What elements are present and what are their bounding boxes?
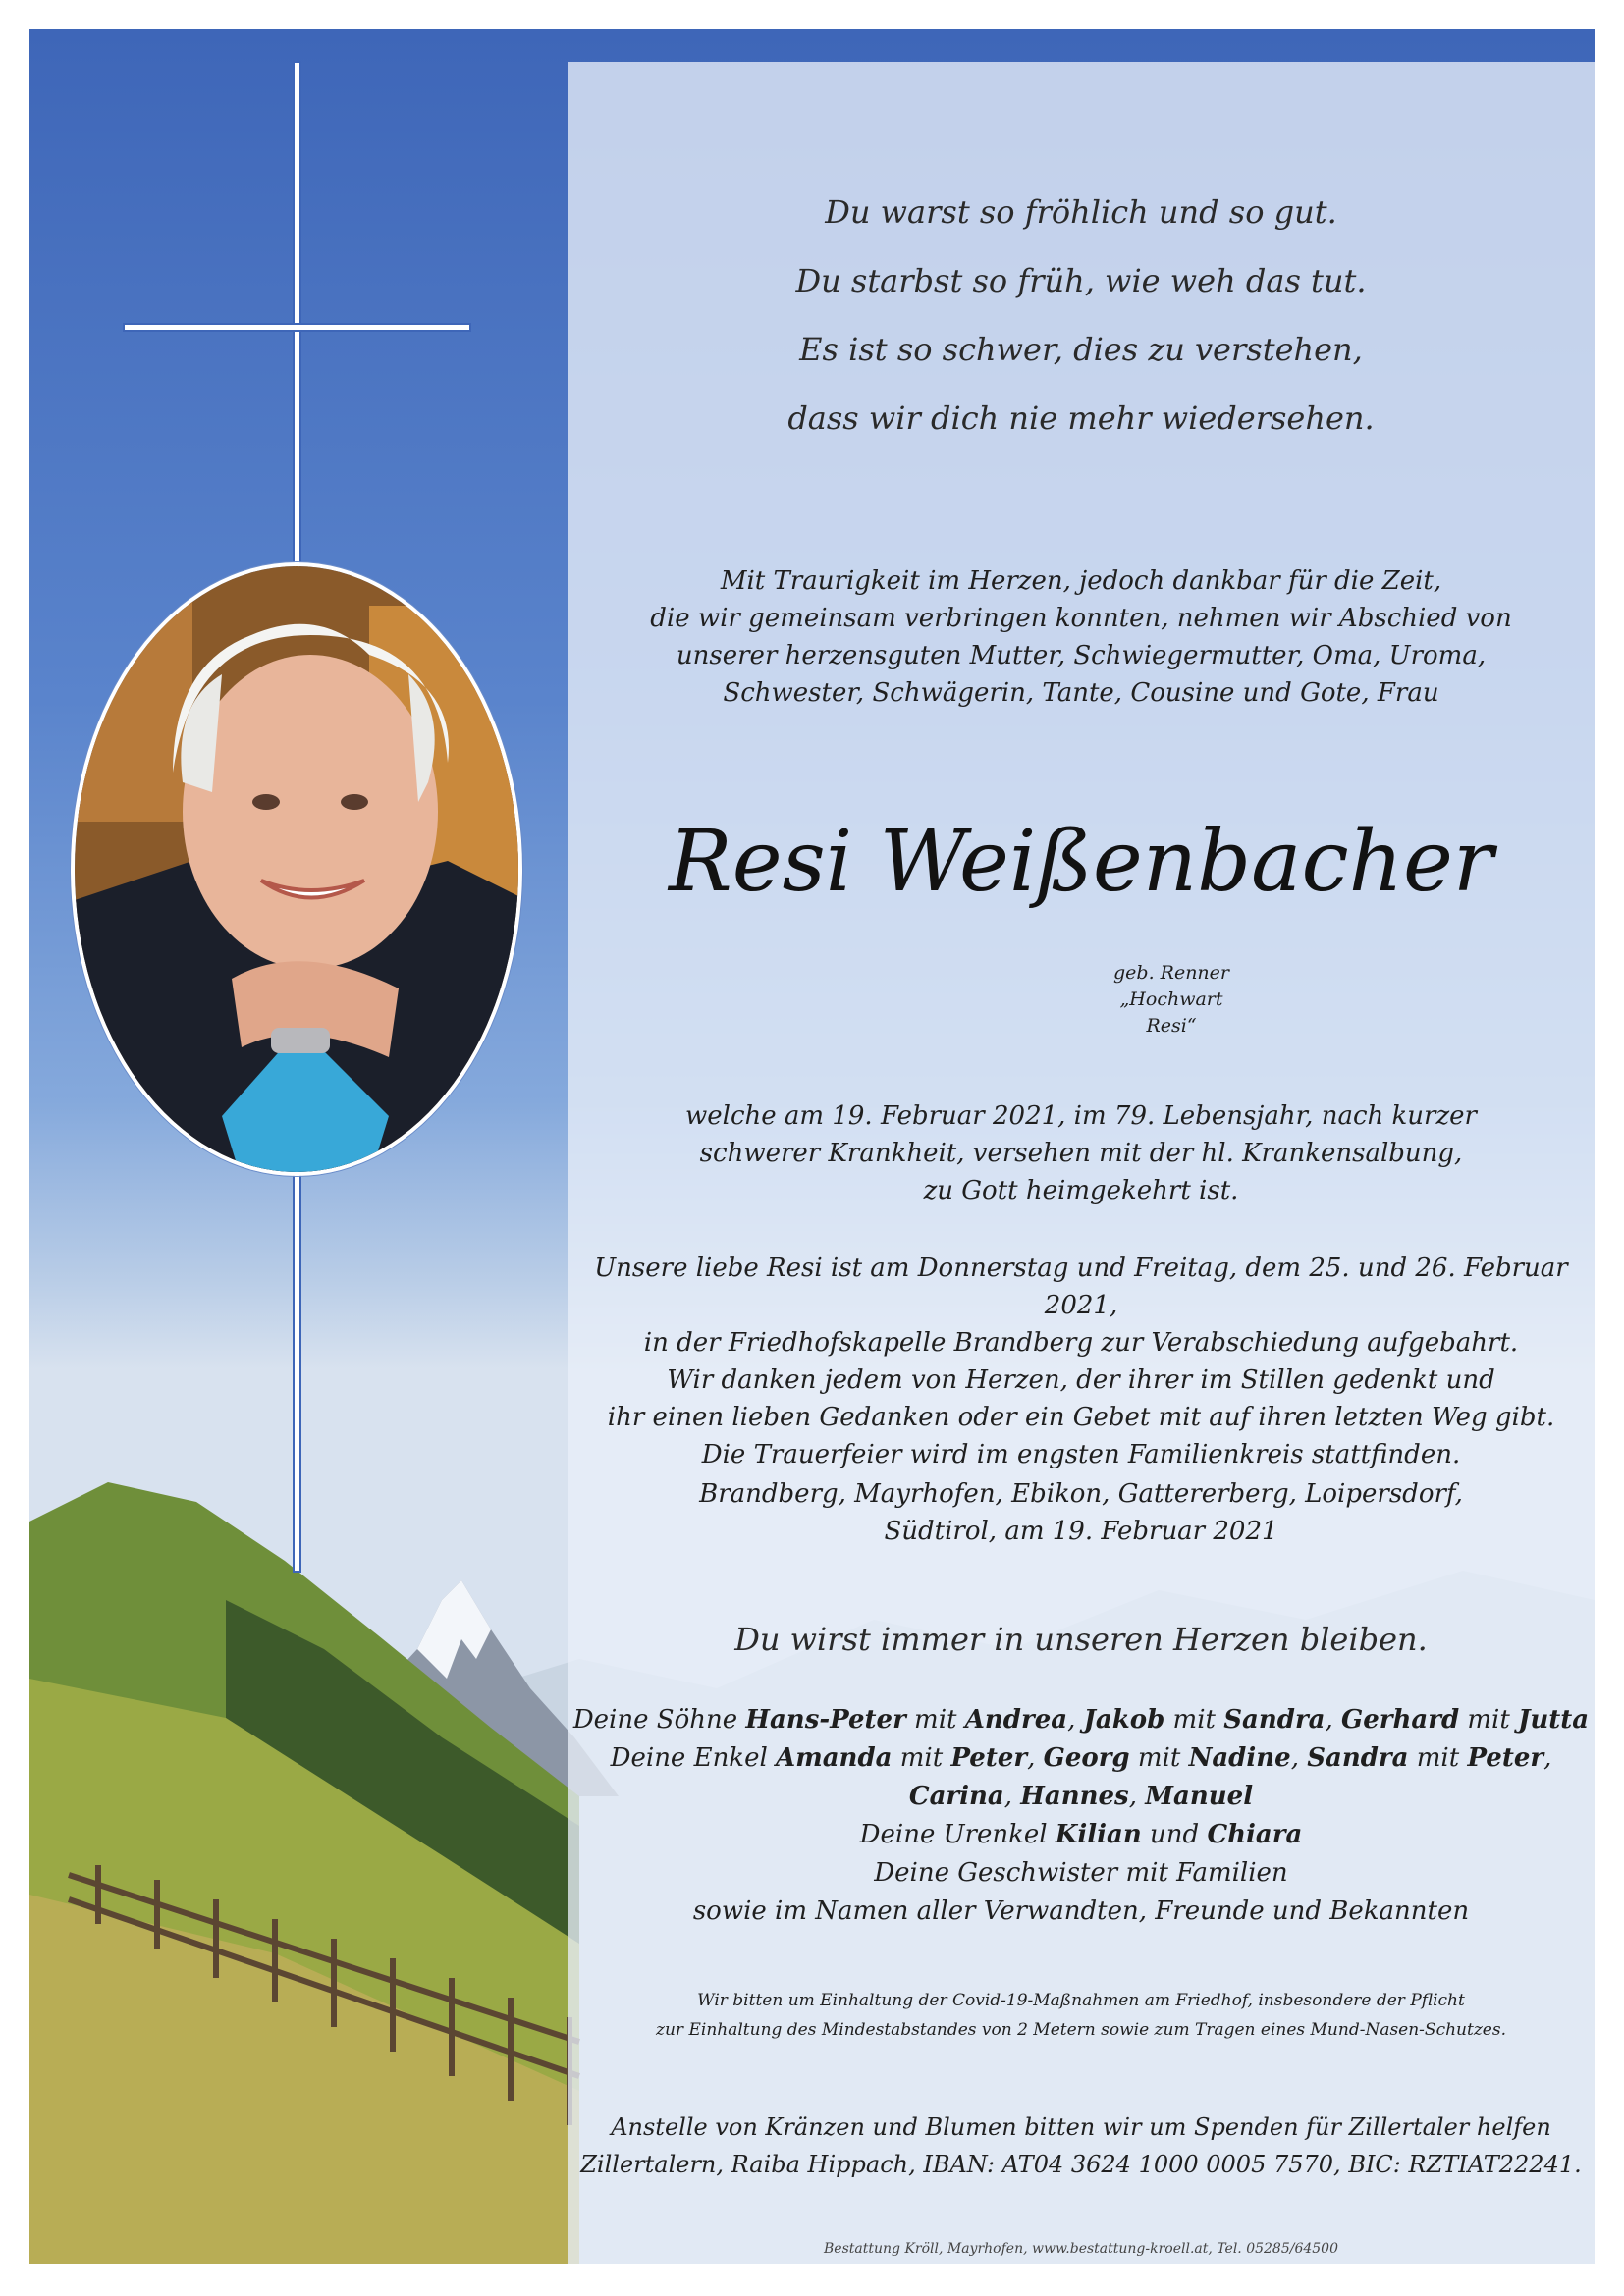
poem-line: dass wir dich nie mehr wiedersehen. — [787, 400, 1375, 437]
family-name: Hans-Peter — [745, 1705, 906, 1735]
maiden-name-block — [1098, 960, 1245, 1040]
poem-line: Du starbst so früh, wie weh das tut. — [795, 262, 1367, 299]
intro-line: Mit Traurigkeit im Herzen, jedoch dankbar für die Zeit, — [720, 566, 1442, 596]
joiner: , — [1027, 1743, 1044, 1773]
sons-prefix: Deine Söhne — [572, 1705, 746, 1735]
great-prefix: Deine Urenkel — [859, 1820, 1056, 1849]
death-line: schwerer Krankheit, versehen mit der hl. Krankensalbung, — [699, 1139, 1463, 1168]
joiner: mit — [1164, 1705, 1224, 1735]
family-name: Sandra — [1307, 1743, 1409, 1773]
joiner: mit — [1459, 1705, 1519, 1735]
covid-notice — [568, 1986, 1595, 2045]
intro-line: Schwester, Schwägerin, Tante, Cousine und Gote, Frau — [723, 678, 1439, 708]
funeral-home-footer: Bestattung Kröll, Mayrhofen, www.bestattung-kroell.at, Tel. 05285/64500 — [824, 2241, 1338, 2257]
donation-line: Anstelle von Kränzen und Blumen bitten wir um Spenden für Zillertaler helfen — [611, 2113, 1551, 2141]
joiner: , — [1128, 1782, 1146, 1811]
family-name: Gerhard — [1341, 1705, 1460, 1735]
grand-prefix: Deine Enkel — [610, 1743, 777, 1773]
joiner: , — [1290, 1743, 1308, 1773]
donation-notice — [568, 2109, 1595, 2183]
family-list — [568, 1701, 1595, 1931]
family-name: Chiara — [1207, 1820, 1303, 1849]
family-great-grandchildren — [568, 1816, 1595, 1854]
family-grandchildren-2 — [568, 1778, 1595, 1816]
wake-line: in der Friedhofskapelle Brandberg zur Verabschiedung aufgebahrt. — [643, 1328, 1519, 1358]
text-panel — [568, 62, 1595, 2264]
family-relatives: sowie im Namen aller Verwandten, Freunde und Bekannten — [692, 1896, 1470, 1926]
family-name: Georg — [1043, 1743, 1130, 1773]
family-name: Andrea — [964, 1705, 1068, 1735]
wake-line: Wir danken jedem von Herzen, der ihrer im Stillen gedenkt und — [667, 1365, 1495, 1395]
family-name: Jakob — [1083, 1705, 1165, 1735]
family-name: Peter — [950, 1743, 1028, 1773]
family-sons — [568, 1701, 1595, 1739]
family-name: Amanda — [776, 1743, 893, 1773]
wake-line: Unsere liebe Resi ist am Donnerstag und Freitag, dem 25. und 26. Februar 2021, — [594, 1254, 1568, 1320]
covid-line: zur Einhaltung des Mindestabstandes von 2 Metern sowie zum Tragen eines Mund-Nasen-Schutzes. — [656, 2020, 1506, 2040]
joiner: , — [1325, 1705, 1342, 1735]
death-line: welche am 19. Februar 2021, im 79. Lebensjahr, nach kurzer — [685, 1101, 1477, 1131]
family-name: Hannes — [1020, 1782, 1129, 1811]
place-line: Brandberg, Mayrhofen, Ebikon, Gattererberg, Loipersdorf, — [699, 1479, 1463, 1509]
wake-notice — [568, 1250, 1595, 1473]
place-line: Südtirol, am 19. Februar 2021 — [884, 1517, 1278, 1546]
family-name: Peter — [1467, 1743, 1544, 1773]
place-date — [568, 1475, 1595, 1550]
death-notice — [568, 1097, 1595, 1209]
cross-icon-bar — [123, 323, 471, 332]
motto: Du wirst immer in unseren Herzen bleiben. — [734, 1621, 1428, 1658]
joiner: , — [1067, 1705, 1084, 1735]
donation-line: Zillertalern, Raiba Hippach, IBAN: AT04 3624 1000 0005 7570, BIC: RZTIAT22241. — [580, 2151, 1582, 2178]
family-name: Jutta — [1518, 1705, 1590, 1735]
poem — [568, 178, 1595, 453]
family-name: Manuel — [1145, 1782, 1254, 1811]
family-grandchildren — [568, 1739, 1595, 1778]
family-name: Sandra — [1223, 1705, 1326, 1735]
portrait-photo — [71, 562, 522, 1176]
death-line: zu Gott heimgekehrt ist. — [923, 1176, 1239, 1205]
portrait-illustration — [75, 566, 522, 1176]
nickname: „Hochwart Resi“ — [1119, 988, 1223, 1037]
family-name: Nadine — [1188, 1743, 1291, 1773]
joiner: , — [1543, 1743, 1552, 1773]
family-siblings: Deine Geschwister mit Familien — [874, 1858, 1288, 1888]
wake-line: ihr einen lieben Gedanken oder ein Gebet mit auf ihren letzten Weg gibt. — [607, 1403, 1555, 1432]
deceased-name: Resi Weißenbacher — [668, 813, 1493, 911]
joiner: mit — [1408, 1743, 1468, 1773]
intro-line: die wir gemeinsam verbringen konnten, nehmen wir Abschied von — [650, 604, 1512, 633]
maiden-name: geb. Renner — [1113, 962, 1229, 984]
joiner: , — [1003, 1782, 1021, 1811]
family-name: Kilian — [1055, 1820, 1142, 1849]
wake-line: Die Trauerfeier wird im engsten Familienkreis stattfinden. — [701, 1440, 1461, 1469]
poem-line: Du warst so fröhlich und so gut. — [825, 193, 1337, 231]
joiner: mit — [1129, 1743, 1189, 1773]
poem-line: Es ist so schwer, dies zu verstehen, — [799, 331, 1363, 368]
intro-line: unserer herzensguten Mutter, Schwiegermutter, Oma, Uroma, — [676, 641, 1487, 670]
obituary-card — [29, 29, 1595, 2264]
joiner: mit — [892, 1743, 951, 1773]
intro-text — [568, 562, 1595, 712]
joiner: mit — [905, 1705, 965, 1735]
joiner: und — [1141, 1820, 1208, 1849]
family-name: Carina — [908, 1782, 1004, 1811]
covid-line: Wir bitten um Einhaltung der Covid-19-Maßnahmen am Friedhof, insbesondere der Pflicht — [697, 1991, 1465, 2010]
